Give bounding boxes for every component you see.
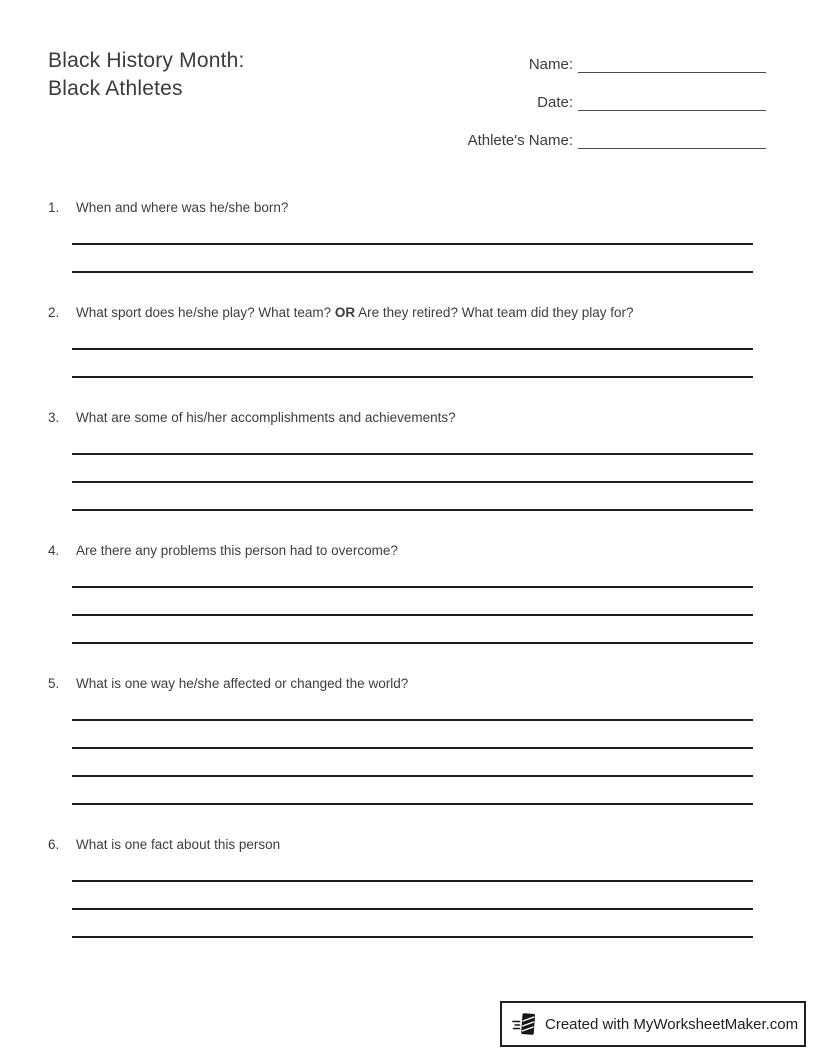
answer-lines <box>48 586 758 644</box>
question-text-part: What sport does he/she play? What team? <box>76 305 335 320</box>
question-text <box>76 542 758 560</box>
answer-line <box>72 509 753 511</box>
question-block <box>48 304 758 378</box>
question-number: 2. <box>48 305 60 320</box>
answer-line <box>72 642 753 644</box>
athlete-name-label: Athlete's Name: <box>467 132 573 149</box>
question-number: 3. <box>48 410 60 425</box>
answer-line <box>72 775 753 777</box>
question-text-part: What are some of his/her accomplishments and achievements? <box>76 410 456 425</box>
footer-credit <box>500 1001 806 1047</box>
athlete-name-blank-line <box>578 127 766 149</box>
answer-line <box>72 880 753 882</box>
page-title-line1: Black History Month: <box>48 49 245 72</box>
question-number: 5. <box>48 676 60 691</box>
question-text-part: What is one fact about this person <box>76 837 281 852</box>
answer-line <box>72 747 753 749</box>
question-block <box>48 836 758 938</box>
answer-line <box>72 348 753 350</box>
question-text <box>76 304 758 322</box>
question-text <box>76 199 758 217</box>
name-blank-line <box>578 51 766 73</box>
answer-lines <box>48 453 758 511</box>
answer-line <box>72 936 753 938</box>
answer-lines <box>48 348 758 378</box>
date-blank-line <box>578 89 766 111</box>
answer-lines <box>48 719 758 805</box>
answer-line <box>72 243 753 245</box>
answer-lines <box>48 243 758 273</box>
question-text-part: Are there any problems this person had to overcome? <box>76 543 398 558</box>
question-text-part: Are they retired? What team did they play for? <box>355 305 634 320</box>
answer-line <box>72 719 753 721</box>
name-label: Name: <box>528 56 573 73</box>
name-field <box>468 51 766 73</box>
answer-line <box>72 271 753 273</box>
question-text <box>76 409 758 427</box>
answer-lines <box>48 880 758 938</box>
answer-line <box>72 453 753 455</box>
question-text-part: OR <box>334 305 356 320</box>
answer-line <box>72 803 753 805</box>
question-block <box>48 409 758 511</box>
question-block <box>48 675 758 805</box>
page-title-line2: Black Athletes <box>48 77 183 100</box>
question-number: 6. <box>48 837 60 852</box>
question-text <box>76 836 758 854</box>
worksheet-maker-logo-icon <box>512 1010 538 1038</box>
question-number: 1. <box>48 200 60 215</box>
athlete-name-field <box>468 127 766 149</box>
question-text-part: When and where was he/she born? <box>76 200 289 215</box>
header-fields <box>468 51 766 165</box>
date-field <box>468 89 766 111</box>
question-block <box>48 542 758 644</box>
date-label: Date: <box>537 94 573 111</box>
answer-line <box>72 614 753 616</box>
page-title <box>48 47 245 103</box>
question-text-part: What is one way he/she affected or changed the world? <box>76 676 409 691</box>
answer-line <box>72 481 753 483</box>
question-block <box>48 199 758 273</box>
footer-credit-text: Created with MyWorksheetMaker.com <box>545 1015 799 1033</box>
answer-line <box>72 908 753 910</box>
question-list <box>48 199 758 969</box>
question-number: 4. <box>48 543 60 558</box>
question-text <box>76 675 758 693</box>
answer-line <box>72 376 753 378</box>
answer-line <box>72 586 753 588</box>
